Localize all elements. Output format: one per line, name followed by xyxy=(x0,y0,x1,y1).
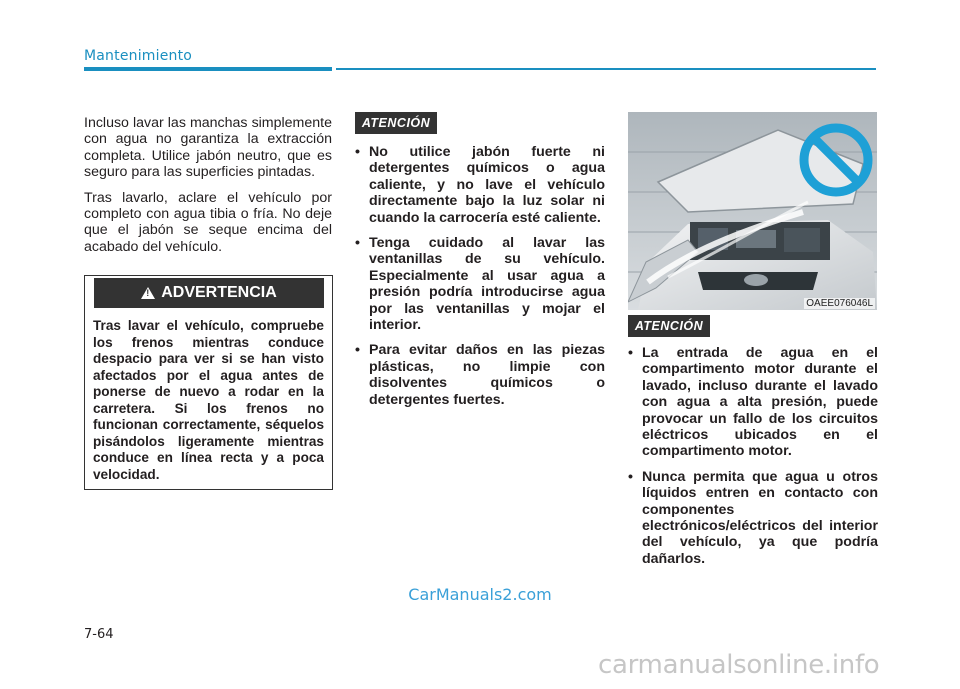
section-title: Mantenimiento xyxy=(84,48,193,64)
intro-column xyxy=(84,115,332,264)
header-rule-thick xyxy=(84,67,332,71)
engine-photo-graphic xyxy=(628,112,877,310)
list-item: • No utilice jabón fuerte ni detergentes químicos o agua caliente, y no lave el vehículo directamente bajo la luz solar ni cuando la carrocería esté caliente. xyxy=(355,144,605,226)
watermark-site: carmanualsonline.info xyxy=(598,650,880,680)
warning-header xyxy=(94,278,324,308)
figure-code: OAEE076046L xyxy=(806,298,873,309)
header-rule-thin xyxy=(336,68,876,70)
caution-list xyxy=(355,144,605,417)
intro-paragraph: Tras lavarlo, aclare el vehículo por completo con agua tibia o fría. No deje que el jabón se seque encima del acabado del vehículo. xyxy=(84,189,332,255)
watermark-link[interactable]: CarManuals2.com xyxy=(408,585,552,604)
warning-box xyxy=(84,275,333,490)
list-item: • Tenga cuidado al lavar las ventanillas de su vehículo. Especialmente al usar agua a presión podría introducirse agua por las ventanillas y mojar el interior. xyxy=(355,235,605,333)
intro-paragraph: Incluso lavar las manchas simplemente con agua no garantiza la extracción completa. Utilice jabón neutro, que es seguro para las superficies pintadas. xyxy=(84,115,332,181)
page-number: 7-64 xyxy=(84,627,114,642)
caution-badge: ATENCIÓN xyxy=(355,112,437,134)
caution-list xyxy=(628,345,878,576)
list-item: • La entrada de agua en el compartimento motor durante el lavado, incluso durante el lavado con agua a alta presión, puede provocar un fallo de los circuitos eléctricos ubicados en el compartimento motor. xyxy=(628,345,878,460)
caution-badge: ATENCIÓN xyxy=(628,315,710,337)
list-item: • Nunca permita que agua u otros líquidos entren en contacto con componentes electrónicos/eléctricos del interior del vehículo, ya que podría dañarlos. xyxy=(628,469,878,567)
warning-text: Tras lavar el vehículo, compruebe los frenos mientras conduce despacio para ver si se han visto afectados por el agua antes de ponerse de nuevo a rodar en la carretera. Si los frenos no funcionan correctamente, séquelos pisándolos ligeramente mientras conduce en línea recta y a poca velocidad. xyxy=(93,318,324,482)
warning-triangle-icon xyxy=(141,287,155,299)
warning-title: ADVERTENCIA xyxy=(161,284,277,301)
engine-wash-illustration xyxy=(628,112,877,310)
list-item: • Para evitar daños en las piezas plásticas, no limpie con disolventes químicos o detergentes fuertes. xyxy=(355,342,605,408)
